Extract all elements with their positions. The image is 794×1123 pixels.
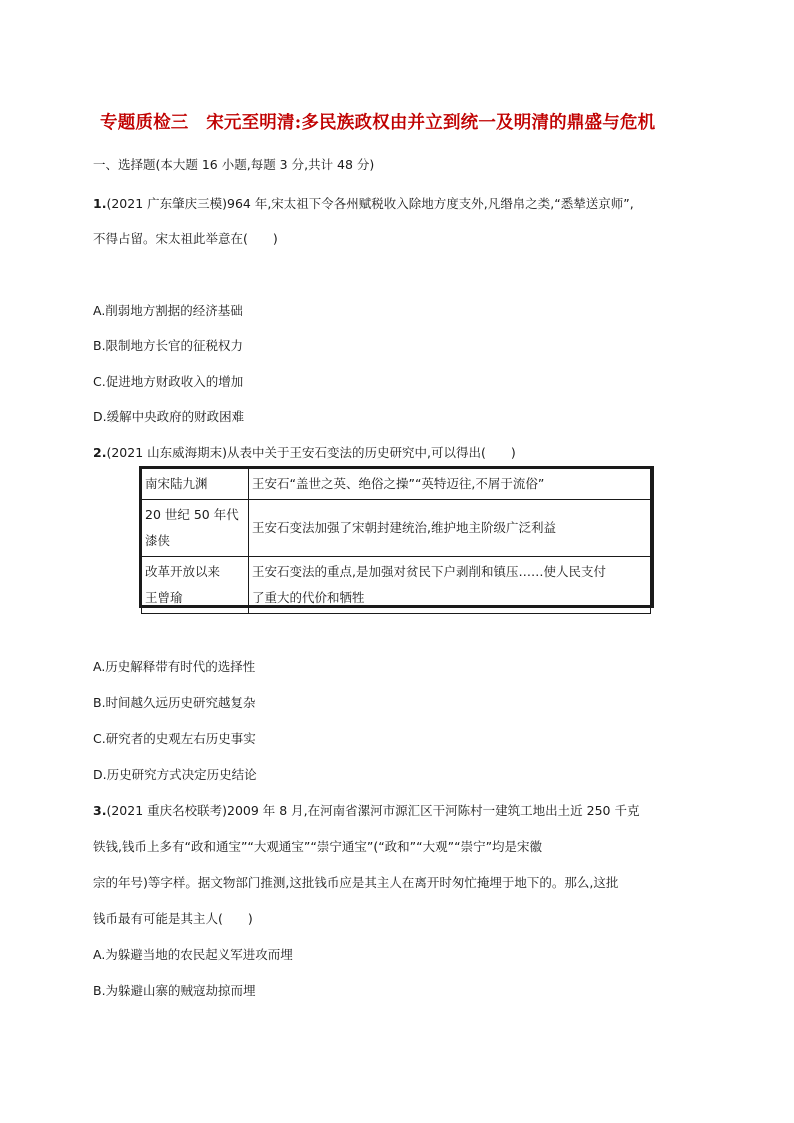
table-row (142, 557, 651, 614)
question-3-line-2: 铁钱,钱币上多有“政和通宝”“大观通宝”“崇宁通宝”(“政和”“大观”“崇宁”均是宋徽 (93, 839, 543, 854)
question-3-line-1 (93, 801, 639, 819)
table-row (142, 469, 651, 500)
question-2-option-a: A.历史解释带有时代的选择性 (93, 659, 256, 674)
cell-text: 王安石“盖世之英、绝俗之操”“英特迈往,不屑于流俗” (252, 476, 545, 491)
question-1-line-2: 不得占留。宋太祖此举意在( ) (93, 231, 278, 246)
historiography-table (139, 466, 654, 608)
question-1-option-c: C.促进地方财政收入的增加 (93, 374, 244, 389)
question-1-option-a: A.削弱地方割据的经济基础 (93, 303, 243, 318)
question-3-number: 3. (93, 803, 107, 818)
question-2-line-1 (93, 443, 516, 461)
table-cell-source (142, 557, 249, 614)
question-3-option-a: A.为躲避当地的农民起义军进攻而埋 (93, 947, 293, 962)
question-1-text-1: (2021 广东肇庆三模)964 年,宋太祖下令各州赋税收入除地方度支外,凡缗帛之类,“悉辇送京师”, (106, 196, 634, 211)
question-1-option-d: D.缓解中央政府的财政困难 (93, 409, 245, 424)
question-3-option-b: B.为躲避山寨的贼寇劫掠而埋 (93, 983, 256, 998)
table-cell-content (249, 500, 651, 557)
cell-text: 王安石变法加强了宋朝封建统治,维护地主阶级广泛利益 (252, 520, 556, 535)
question-3-text-1: (2021 重庆名校联考)2009 年 8 月,在河南省漯河市源汇区干河陈村一建筑工地出土近 250 千克 (106, 803, 640, 818)
question-1-option-b: B.限制地方长官的征税权力 (93, 338, 244, 353)
cell-text: 改革开放以来 (145, 564, 221, 579)
question-3-line-4: 钱币最有可能是其主人( ) (93, 911, 253, 926)
question-1-number: 1. (93, 196, 107, 211)
table-cell-content (249, 469, 651, 500)
cell-text: 王安石变法的重点,是加强对贫民下户剥削和镇压……使人民支付 (252, 564, 606, 579)
table-cell-source (142, 500, 249, 557)
question-2-option-c: C.研究者的史观左右历史事实 (93, 731, 256, 746)
cell-text: 漆侠 (145, 533, 171, 548)
section-title: 一、选择题(本大题 16 小题,每题 3 分,共计 48 分) (93, 157, 375, 172)
cell-text: 20 世纪 50 年代 (145, 507, 239, 522)
table-cell-source (142, 469, 249, 500)
page-title: 专题质检三 宋元至明清:多民族政权由并立到统一及明清的鼎盛与危机 (100, 113, 656, 133)
question-1-line-1 (93, 194, 634, 212)
cell-text: 南宋陆九渊 (145, 476, 208, 491)
question-2-option-d: D.历史研究方式决定历史结论 (93, 767, 257, 782)
table-row (142, 500, 651, 557)
question-3-line-3: 宗的年号)等字样。据文物部门推测,这批钱币应是其主人在离开时匆忙掩埋于地下的。那么,这批 (93, 875, 619, 890)
question-2-text-1: (2021 山东威海期末)从表中关于王安石变法的历史研究中,可以得出( ) (106, 445, 516, 460)
question-2-option-b: B.时间越久远历史研究越复杂 (93, 695, 256, 710)
table-cell-content (249, 557, 651, 614)
cell-text: 王曾瑜 (145, 590, 183, 605)
question-2-number: 2. (93, 445, 107, 460)
cell-text: 了重大的代价和牺牲 (252, 590, 365, 605)
